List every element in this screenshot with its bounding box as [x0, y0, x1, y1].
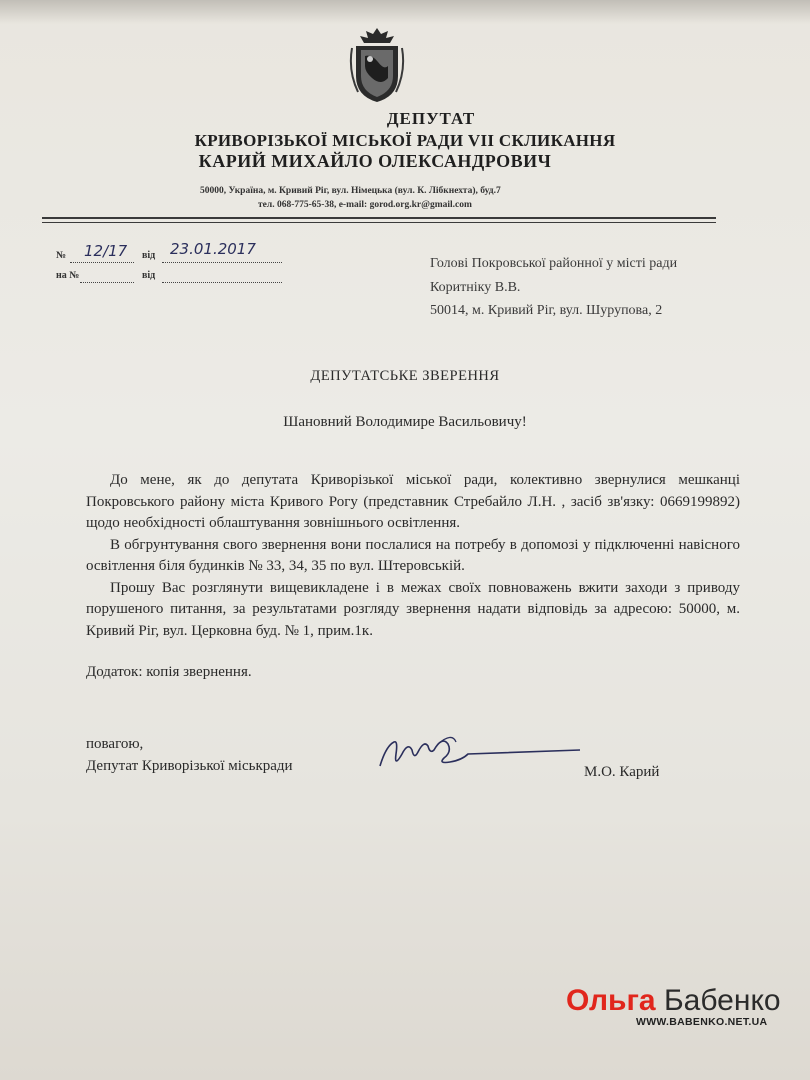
addressee-line-1: Голові Покровської районної у місті ради — [430, 256, 678, 271]
reply-date-line — [162, 282, 282, 283]
letterhead-name: КАРИЙ МИХАЙЛО ОЛЕКСАНДРОВИЧ — [198, 151, 552, 171]
closing-regards: повагою, — [86, 736, 144, 752]
paragraph-3: Прошу Вас розглянути вищевикладене і в межах своїх повноважень вжити заходи з приводу порушеного питання, за результатами розгляду звернення надати відповідь за адресою: 50000, м. Кривий Ріг, вул. Церковна буд. № 1, прим.1к. — [86, 579, 740, 639]
greeting: Шановний Володимире Васильовичу! — [283, 414, 527, 430]
reply-number-line — [80, 282, 134, 283]
signature-mark — [372, 724, 592, 784]
reg-date-label: від — [142, 250, 156, 261]
header-divider — [42, 217, 716, 219]
reply-number-label: на № — [56, 270, 80, 281]
paragraph-1: До мене, як до депутата Криворізької міської ради, колективно звернулися мешканці Покровського району міста Кривого Рогу (представник Стребайло Л.Н. , засіб зв'язку: 0669199892) щодо необхідності облаштування зовнішнього освітлення. — [86, 472, 740, 531]
reg-number-label: № — [56, 250, 67, 261]
reg-date-line — [162, 262, 282, 263]
signatory-name: М.О. Карий — [584, 764, 660, 780]
document-title: ДЕПУТАТСЬКЕ ЗВЕРЕННЯ — [310, 368, 500, 384]
letterhead-contacts: тел. 068-775-65-38, e-mail: gorod.org.kr@gmail.com — [258, 200, 472, 210]
header-divider-thin — [42, 222, 716, 223]
coat-of-arms-icon — [348, 26, 406, 104]
paragraph-2: В обгрунтування свого звернення вони послалися на потребу в допомозі у підключенні навісного освітлення біля будинків № 33, 34, 35 по вул. Штеровській. — [86, 536, 740, 574]
watermark-site: WWW.BABENKO.NET.UA — [636, 1016, 768, 1028]
attachment-note: Додаток: копія звернення. — [86, 664, 252, 680]
addressee-line-3: 50014, м. Кривий Ріг, вул. Шурупова, 2 — [430, 303, 663, 318]
letterhead-title: ДЕПУТАТ — [386, 109, 476, 128]
watermark-last-name: Бабенко — [663, 984, 781, 1017]
reg-date-value: 23.01.2017 — [170, 240, 256, 258]
letterhead-address: 50000, Україна, м. Кривий Ріг, вул. Німецька (вул. К. Лібкнехта), буд.7 — [200, 186, 501, 196]
page-shadow — [0, 0, 810, 24]
reg-number-value: 12/17 — [84, 242, 128, 260]
reply-date-label: від — [142, 270, 156, 281]
reg-number-line — [70, 262, 134, 263]
watermark-logo — [566, 984, 781, 1018]
letter-body — [86, 470, 740, 642]
watermark-first-name: Ольга — [566, 984, 656, 1017]
addressee-line-2: Коритніку В.В. — [430, 280, 521, 295]
closing-position: Депутат Криворізької міськради — [86, 758, 293, 774]
letterhead-council: КРИВОРІЗЬКОЇ МІСЬКОЇ РАДИ VII СКЛИКАННЯ — [194, 131, 616, 150]
